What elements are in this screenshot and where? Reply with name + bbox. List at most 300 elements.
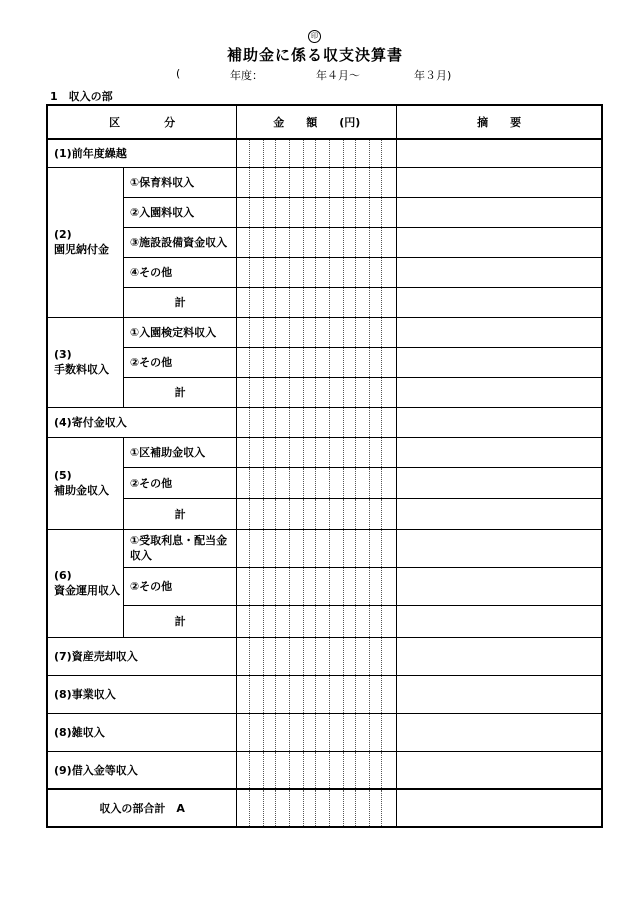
digit-guide-line <box>303 348 304 377</box>
amount-cell[interactable] <box>237 498 397 529</box>
total-remarks-cell[interactable] <box>397 789 602 827</box>
digit-guide-line <box>289 348 290 377</box>
digit-guide-line <box>263 790 264 826</box>
digit-guide-line <box>381 499 382 529</box>
amount-cell[interactable] <box>237 567 397 605</box>
digit-guide-line <box>249 714 250 751</box>
digit-guide-line <box>275 714 276 751</box>
digit-guide-line <box>381 676 382 713</box>
digit-guide-line <box>303 468 304 498</box>
digit-guide-line <box>381 638 382 675</box>
digit-guide-line <box>303 606 304 637</box>
digit-guide-line <box>369 198 370 227</box>
digit-guide-line <box>315 790 316 826</box>
digit-guide-line <box>355 790 356 826</box>
digit-guide-line <box>343 258 344 287</box>
digit-guide-line <box>355 318 356 347</box>
digit-guide-line <box>275 752 276 789</box>
amount-cell[interactable] <box>237 347 397 377</box>
digit-guides <box>237 318 396 347</box>
digit-guide-line <box>263 468 264 498</box>
digit-guide-line <box>275 198 276 227</box>
digit-guide-line <box>343 168 344 197</box>
digit-guide-line <box>315 530 316 567</box>
digit-guide-line <box>275 288 276 317</box>
digit-guide-line <box>315 568 316 605</box>
header-remarks: 摘 要 <box>397 105 602 139</box>
amount-cell[interactable] <box>237 227 397 257</box>
digit-guide-line <box>381 752 382 789</box>
digit-guides <box>237 378 396 407</box>
row-label: ②その他 <box>123 467 236 498</box>
digit-guide-line <box>263 198 264 227</box>
remarks-cell[interactable] <box>397 317 602 347</box>
subtitle-march: 年３月) <box>414 69 452 82</box>
digit-guide-line <box>289 676 290 713</box>
amount-cell[interactable] <box>237 377 397 407</box>
digit-guide-line <box>329 140 330 167</box>
income-table <box>46 104 603 828</box>
digit-guide-line <box>303 198 304 227</box>
amount-cell[interactable] <box>237 197 397 227</box>
digit-guide-line <box>249 468 250 498</box>
digit-guide-line <box>343 288 344 317</box>
digit-guide-line <box>315 168 316 197</box>
digit-guides <box>237 288 396 317</box>
remarks-cell[interactable] <box>397 605 602 637</box>
digit-guide-line <box>303 676 304 713</box>
group-label: (5) 補助金収入 <box>47 437 123 529</box>
digit-guide-line <box>369 408 370 437</box>
digit-guide-line <box>249 638 250 675</box>
digit-guide-line <box>263 168 264 197</box>
digit-guide-line <box>369 714 370 751</box>
row-label: ④その他 <box>123 257 236 287</box>
digit-guide-line <box>249 606 250 637</box>
digit-guide-line <box>303 140 304 167</box>
digit-guide-line <box>329 438 330 467</box>
digit-guides <box>237 140 396 167</box>
digit-guide-line <box>249 228 250 257</box>
digit-guide-line <box>369 168 370 197</box>
digit-guide-line <box>369 258 370 287</box>
digit-guide-line <box>343 438 344 467</box>
digit-guide-line <box>275 168 276 197</box>
digit-guide-line <box>381 468 382 498</box>
remarks-cell[interactable] <box>397 139 602 167</box>
digit-guide-line <box>249 530 250 567</box>
digit-guide-line <box>303 288 304 317</box>
digit-guide-line <box>315 288 316 317</box>
digit-guide-line <box>289 530 290 567</box>
digit-guides <box>237 790 396 826</box>
digit-guide-line <box>289 408 290 437</box>
digit-guide-line <box>249 348 250 377</box>
digit-guide-line <box>289 499 290 529</box>
digit-guide-line <box>263 606 264 637</box>
digit-guide-line <box>381 228 382 257</box>
digit-guide-line <box>315 468 316 498</box>
digit-guide-line <box>329 258 330 287</box>
remarks-cell[interactable] <box>397 713 602 751</box>
digit-guide-line <box>343 676 344 713</box>
digit-guide-line <box>303 228 304 257</box>
row-label: ③施設設備資金収入 <box>123 227 236 257</box>
row-label: (9)借入金等収入 <box>47 751 237 789</box>
digit-guide-line <box>369 790 370 826</box>
digit-guide-line <box>275 530 276 567</box>
digit-guide-line <box>315 258 316 287</box>
digit-guide-line <box>343 568 344 605</box>
digit-guide-line <box>381 790 382 826</box>
remarks-cell[interactable] <box>397 407 602 437</box>
digit-guide-line <box>315 676 316 713</box>
digit-guide-line <box>303 438 304 467</box>
digit-guide-line <box>343 752 344 789</box>
digit-guides <box>237 228 396 257</box>
digit-guide-line <box>289 568 290 605</box>
total-amount-cell[interactable] <box>237 789 397 827</box>
digit-guide-line <box>369 468 370 498</box>
group-label: (2) 園児納付金 <box>47 167 123 317</box>
digit-guide-line <box>329 378 330 407</box>
digit-guide-line <box>315 408 316 437</box>
remarks-cell[interactable] <box>397 675 602 713</box>
row-label: ①保育料収入 <box>123 167 236 197</box>
digit-guide-line <box>329 408 330 437</box>
digit-guide-line <box>315 378 316 407</box>
remarks-cell[interactable] <box>397 257 602 287</box>
digit-guide-line <box>289 318 290 347</box>
digit-guide-line <box>263 378 264 407</box>
row-label: ②入園料収入 <box>123 197 236 227</box>
digit-guide-line <box>289 468 290 498</box>
digit-guide-line <box>343 638 344 675</box>
digit-guide-line <box>343 408 344 437</box>
digit-guide-line <box>343 228 344 257</box>
digit-guide-line <box>315 198 316 227</box>
digit-guide-line <box>355 714 356 751</box>
digit-guide-line <box>263 530 264 567</box>
digit-guide-line <box>249 676 250 713</box>
digit-guide-line <box>303 638 304 675</box>
digit-guide-line <box>315 714 316 751</box>
amount-cell[interactable] <box>237 287 397 317</box>
digit-guides <box>237 530 396 567</box>
digit-guide-line <box>355 499 356 529</box>
digit-guide-line <box>329 752 330 789</box>
amount-cell[interactable] <box>237 257 397 287</box>
digit-guide-line <box>315 499 316 529</box>
subtotal-label: 計 <box>123 605 236 637</box>
digit-guide-line <box>381 606 382 637</box>
subtotal-label: 計 <box>123 498 236 529</box>
digit-guide-line <box>303 752 304 789</box>
digit-guide-line <box>249 258 250 287</box>
row-label: (1)前年度繰越 <box>47 139 237 167</box>
digit-guide-line <box>275 499 276 529</box>
digit-guide-line <box>303 530 304 567</box>
digit-guide-line <box>355 676 356 713</box>
amount-cell[interactable] <box>237 407 397 437</box>
remarks-cell[interactable] <box>397 287 602 317</box>
digit-guide-line <box>343 318 344 347</box>
digit-guides <box>237 676 396 713</box>
digit-guide-line <box>381 318 382 347</box>
digit-guide-line <box>329 228 330 257</box>
remarks-cell[interactable] <box>397 377 602 407</box>
digit-guide-line <box>381 568 382 605</box>
digit-guide-line <box>275 438 276 467</box>
digit-guide-line <box>263 258 264 287</box>
digit-guide-line <box>369 288 370 317</box>
digit-guide-line <box>355 568 356 605</box>
remarks-cell[interactable] <box>397 167 602 197</box>
digit-guide-line <box>249 438 250 467</box>
digit-guide-line <box>289 228 290 257</box>
subtotal-label: 計 <box>123 377 236 407</box>
digit-guide-line <box>355 198 356 227</box>
digit-guide-line <box>249 752 250 789</box>
row-label: ①区補助金収入 <box>123 437 236 467</box>
digit-guide-line <box>315 752 316 789</box>
digit-guide-line <box>369 378 370 407</box>
digit-guide-line <box>303 790 304 826</box>
digit-guide-line <box>329 790 330 826</box>
digit-guide-line <box>329 568 330 605</box>
remarks-cell[interactable] <box>397 437 602 467</box>
digit-guide-line <box>289 198 290 227</box>
digit-guide-line <box>369 140 370 167</box>
row-label: ②その他 <box>123 567 236 605</box>
digit-guides <box>237 198 396 227</box>
digit-guide-line <box>303 318 304 347</box>
digit-guide-line <box>343 468 344 498</box>
digit-guide-line <box>263 348 264 377</box>
amount-cell[interactable] <box>237 675 397 713</box>
row-label: ①入園検定料収入 <box>123 317 236 347</box>
digit-guide-line <box>369 752 370 789</box>
digit-guide-line <box>369 638 370 675</box>
digit-guide-line <box>369 228 370 257</box>
digit-guide-line <box>355 530 356 567</box>
amount-cell[interactable] <box>237 713 397 751</box>
subtitle-open-paren: ( <box>176 67 181 80</box>
remarks-cell[interactable] <box>397 567 602 605</box>
group-label: (3) 手数料収入 <box>47 317 123 407</box>
digit-guide-line <box>263 714 264 751</box>
digit-guide-line <box>289 790 290 826</box>
digit-guide-line <box>369 568 370 605</box>
digit-guide-line <box>275 468 276 498</box>
digit-guide-line <box>303 378 304 407</box>
digit-guide-line <box>303 258 304 287</box>
digit-guide-line <box>355 258 356 287</box>
total-label: 収入の部合計 A <box>47 789 237 827</box>
digit-guide-line <box>355 606 356 637</box>
digit-guide-line <box>381 378 382 407</box>
digit-guide-line <box>381 198 382 227</box>
digit-guide-line <box>381 288 382 317</box>
digit-guide-line <box>343 714 344 751</box>
amount-cell[interactable] <box>237 467 397 498</box>
group-label: (6) 資金運用収入 <box>47 529 123 637</box>
digit-guide-line <box>275 408 276 437</box>
remarks-cell[interactable] <box>397 347 602 377</box>
digit-guide-line <box>249 499 250 529</box>
row-label: ②その他 <box>123 347 236 377</box>
digit-guide-line <box>315 318 316 347</box>
digit-guide-line <box>381 348 382 377</box>
digit-guide-line <box>355 408 356 437</box>
digit-guide-line <box>369 438 370 467</box>
amount-cell[interactable] <box>237 751 397 789</box>
remarks-cell[interactable] <box>397 227 602 257</box>
subtitle-year-label: 年度： <box>230 69 263 82</box>
digit-guide-line <box>263 318 264 347</box>
digit-guide-line <box>249 378 250 407</box>
amount-cell[interactable] <box>237 317 397 347</box>
digit-guide-line <box>263 140 264 167</box>
digit-guide-line <box>275 318 276 347</box>
document-title: 補助金に係る収支決算書 <box>226 46 403 64</box>
digit-guide-line <box>369 348 370 377</box>
digit-guide-line <box>289 438 290 467</box>
digit-guide-line <box>381 408 382 437</box>
digit-guide-line <box>263 438 264 467</box>
digit-guides <box>237 348 396 377</box>
amount-cell[interactable] <box>237 437 397 467</box>
digit-guide-line <box>263 228 264 257</box>
digit-guide-line <box>355 638 356 675</box>
amount-cell[interactable] <box>237 637 397 675</box>
digit-guide-line <box>329 468 330 498</box>
subtitle-april: 年４月～ <box>316 69 360 82</box>
digit-guides <box>237 638 396 675</box>
digit-guide-line <box>355 438 356 467</box>
digit-guides <box>237 752 396 789</box>
remarks-cell[interactable] <box>397 529 602 567</box>
digit-guide-line <box>289 258 290 287</box>
digit-guide-line <box>263 288 264 317</box>
digit-guides <box>237 499 396 529</box>
digit-guide-line <box>289 606 290 637</box>
remarks-cell[interactable] <box>397 197 602 227</box>
digit-guide-line <box>263 752 264 789</box>
digit-guide-line <box>343 378 344 407</box>
digit-guide-line <box>289 140 290 167</box>
digit-guide-line <box>289 638 290 675</box>
digit-guide-line <box>249 288 250 317</box>
digit-guide-line <box>329 676 330 713</box>
digit-guide-line <box>275 348 276 377</box>
digit-guide-line <box>343 198 344 227</box>
digit-guides <box>237 568 396 605</box>
digit-guide-line <box>329 288 330 317</box>
digit-guide-line <box>329 606 330 637</box>
digit-guide-line <box>355 468 356 498</box>
digit-guide-line <box>275 258 276 287</box>
remarks-cell[interactable] <box>397 637 602 675</box>
digit-guide-line <box>289 168 290 197</box>
digit-guide-line <box>329 714 330 751</box>
digit-guide-line <box>343 530 344 567</box>
digit-guide-line <box>329 348 330 377</box>
digit-guide-line <box>275 140 276 167</box>
digit-guide-line <box>303 408 304 437</box>
digit-guide-line <box>329 530 330 567</box>
digit-guide-line <box>355 752 356 789</box>
row-label: (4)寄付金収入 <box>47 407 237 437</box>
digit-guides <box>237 438 396 467</box>
digit-guide-line <box>369 499 370 529</box>
amount-cell[interactable] <box>237 167 397 197</box>
digit-guide-line <box>289 752 290 789</box>
subtotal-label: 計 <box>123 287 236 317</box>
remarks-cell[interactable] <box>397 498 602 529</box>
amount-cell[interactable] <box>237 605 397 637</box>
digit-guides <box>237 468 396 498</box>
digit-guide-line <box>343 606 344 637</box>
digit-guides <box>237 168 396 197</box>
digit-guide-line <box>275 638 276 675</box>
header-category: 区 分 <box>47 105 237 139</box>
digit-guide-line <box>355 140 356 167</box>
digit-guides <box>237 408 396 437</box>
digit-guide-line <box>369 606 370 637</box>
row-label: (7)資産売却収入 <box>47 637 237 675</box>
digit-guide-line <box>275 378 276 407</box>
digit-guides <box>237 714 396 751</box>
digit-guide-line <box>381 140 382 167</box>
digit-guide-line <box>329 168 330 197</box>
seal-mark: 印 <box>308 30 321 43</box>
digit-guide-line <box>275 568 276 605</box>
digit-guide-line <box>343 790 344 826</box>
section-label: 1 収入の部 <box>50 90 113 103</box>
digit-guide-line <box>275 790 276 826</box>
remarks-cell[interactable] <box>397 467 602 498</box>
digit-guide-line <box>355 348 356 377</box>
digit-guide-line <box>289 288 290 317</box>
digit-guide-line <box>303 499 304 529</box>
digit-guide-line <box>263 568 264 605</box>
digit-guide-line <box>381 258 382 287</box>
row-label: (8)事業収入 <box>47 675 237 713</box>
digit-guide-line <box>329 198 330 227</box>
digit-guide-line <box>381 530 382 567</box>
remarks-cell[interactable] <box>397 751 602 789</box>
digit-guide-line <box>263 499 264 529</box>
digit-guides <box>237 258 396 287</box>
digit-guide-line <box>263 408 264 437</box>
digit-guide-line <box>303 168 304 197</box>
digit-guide-line <box>329 318 330 347</box>
digit-guide-line <box>249 198 250 227</box>
digit-guide-line <box>355 378 356 407</box>
amount-cell[interactable] <box>237 529 397 567</box>
digit-guide-line <box>289 378 290 407</box>
row-label: ①受取利息・配当金収入 <box>123 529 236 567</box>
digit-guide-line <box>381 168 382 197</box>
digit-guide-line <box>315 438 316 467</box>
digit-guide-line <box>369 530 370 567</box>
amount-cell[interactable] <box>237 139 397 167</box>
digit-guide-line <box>355 288 356 317</box>
digit-guide-line <box>315 638 316 675</box>
header-amount: 金 額 (円) <box>237 105 397 139</box>
digit-guide-line <box>249 790 250 826</box>
